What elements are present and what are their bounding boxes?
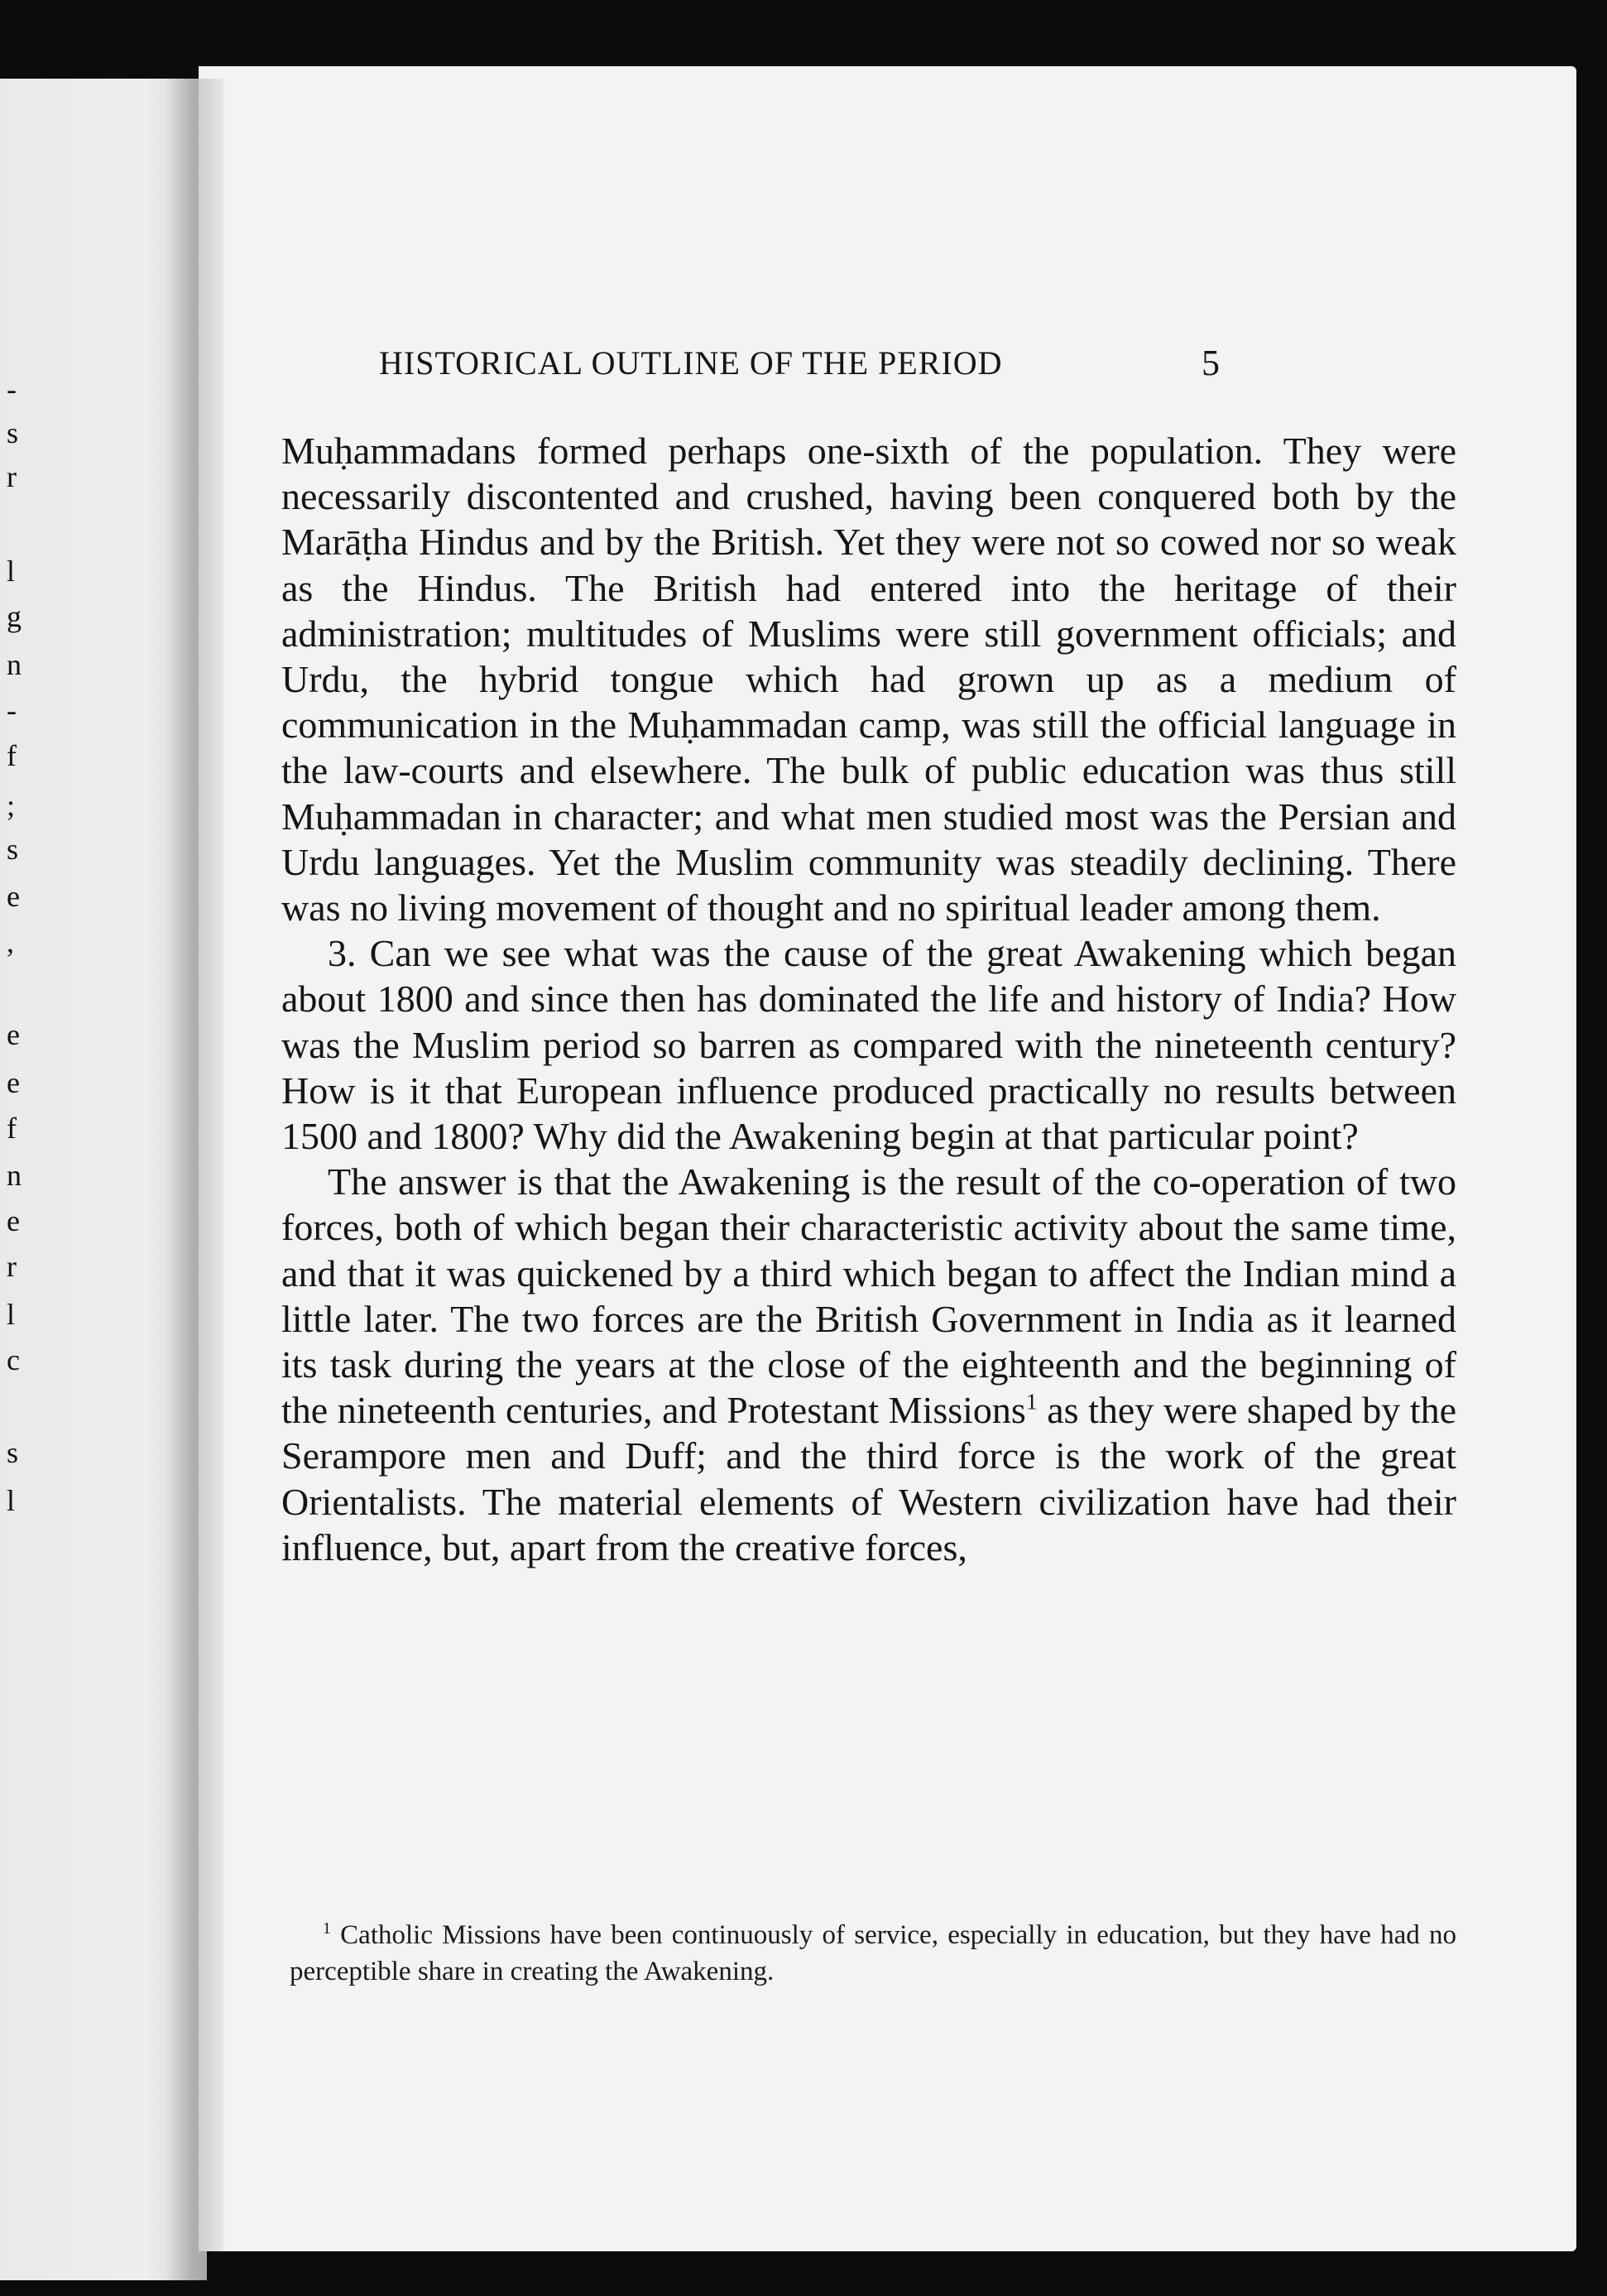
- margin-fragment: n: [7, 648, 22, 681]
- margin-fragment: s: [7, 1436, 19, 1469]
- margin-fragment: g: [7, 600, 22, 633]
- margin-fragment: n: [7, 1159, 22, 1192]
- left-page-margin-fragments: [0, 0, 33, 2296]
- running-head: [199, 343, 1576, 393]
- footnote-text: Catholic Missions have been continuously of service, especially in education, but they have had no perceptible share in creating the Awakening.: [290, 1920, 1457, 1986]
- page-number: 5: [1202, 343, 1220, 383]
- margin-fragment: f: [7, 739, 17, 772]
- footnote-reference: 1: [1025, 1388, 1038, 1415]
- right-page: [199, 66, 1576, 2251]
- footnote: [290, 1917, 1456, 1990]
- margin-fragment: -: [7, 694, 17, 727]
- margin-fragment: f: [7, 1112, 17, 1145]
- paragraph-answer: [281, 1159, 1456, 1570]
- margin-fragment: s: [7, 416, 19, 449]
- margin-fragment: l: [7, 555, 16, 588]
- paragraph-answer-part-1: The answer is that the Awakening is the result of the co-operation of two forces, both of which began their characteristic activity about the same time, and that it was quickened by a third which began to affect the Indian mind a little later. The two forces are the British Government in India as it learned its task during the years at the close of the eighteenth and the beginning of the nineteenth centuries, and Protestant Missions: [281, 1160, 1456, 1432]
- body-text: [281, 428, 1456, 1570]
- margin-fragment: ,: [7, 925, 14, 958]
- footnote-marker: 1: [323, 1919, 331, 1938]
- margin-fragment: e: [7, 880, 20, 913]
- margin-fragment: l: [7, 1298, 16, 1331]
- margin-fragment: ;: [7, 789, 16, 822]
- margin-fragment: e: [7, 1018, 20, 1051]
- margin-fragment: -: [7, 372, 17, 406]
- paragraph-continuation: Muḥammadans formed perhaps one-sixth of the population. They were necessarily discontented and crushed, having been conquered both by the Marāṭha Hindus and by the British. Yet they were not so cowed nor so weak as the Hindus. The British had entered into the heritage of their administration; multitudes of Muslims were still government officials; and Urdu, the hybrid tongue which had grown up as a medium of communication in the Muḥammadan camp, was still the official language in the law-courts and elsewhere. The bulk of public education was thus still Muḥammadan in character; and what men studied most was the Persian and Urdu languages. Yet the Muslim community was steadily declining. There was no living movement of thought and no spiritual leader among them.: [281, 430, 1456, 929]
- paragraph-answer-part-2: as they were shaped by the Serampore men and Duff; and the third force is the work of the great Orientalists. The material elements of Western civilization have had their influence, but, apart from the creative forces,: [281, 1389, 1457, 1568]
- margin-fragment: e: [7, 1204, 20, 1237]
- margin-fragment: e: [7, 1066, 20, 1099]
- paragraph-section-3: 3. Can we see what was the cause of the great Awakening which began about 1800 and since then has dominated the life and history of India? How was the Muslim period so barren as compared with the nineteenth century? How is it that European influence produced practically no results between 1500 and 1800? Why did the Awakening begin at that particular point?: [281, 932, 1456, 1158]
- margin-fragment: l: [7, 1484, 16, 1517]
- margin-fragment: r: [7, 460, 17, 493]
- margin-fragment: s: [7, 833, 19, 866]
- running-head-title: HISTORICAL OUTLINE OF THE PERIOD: [379, 344, 1003, 382]
- margin-fragment: c: [7, 1343, 20, 1376]
- margin-fragment: r: [7, 1250, 17, 1283]
- book-gutter-shadow: [165, 79, 223, 2280]
